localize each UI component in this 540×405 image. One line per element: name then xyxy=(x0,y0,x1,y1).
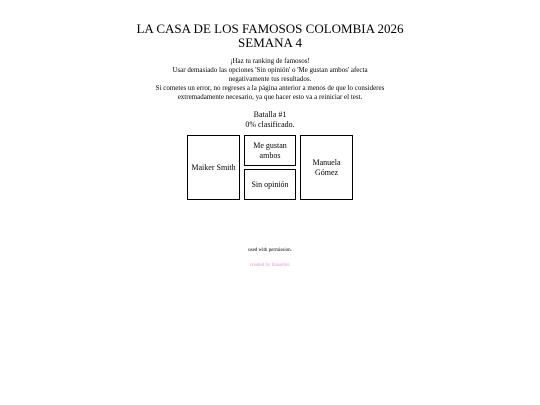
progress-text: 0% clasificado. xyxy=(245,120,295,129)
instruction-line: Si cometes un error, no regreses a la página anterior a menos de que lo consideres xyxy=(155,84,385,92)
instruction-line: negativamente tus resultados. xyxy=(228,75,312,83)
right-option-label-line1: Manuela xyxy=(312,157,341,167)
permission-note: used with permission. xyxy=(248,248,292,253)
right-option-label-line2: Gómez xyxy=(314,167,339,177)
no-opinion-label: Sin opinión xyxy=(251,179,289,189)
no-opinion-button[interactable] xyxy=(244,169,296,200)
page-subtitle: SEMANA 4 xyxy=(238,35,302,50)
instruction-line: ¡Haz tu ranking de famosos! xyxy=(230,57,310,65)
left-option-button[interactable] xyxy=(187,135,240,200)
instruction-line: Usar demasiado las opciones 'Sin opinión' o 'Me gustan ambos' afecta xyxy=(172,66,368,74)
page-title-main: LA CASA DE LOS FAMOSOS COLOMBIA 2026 xyxy=(136,21,404,36)
credit-link[interactable]: created by biasorter. xyxy=(249,263,291,268)
instructions xyxy=(0,57,540,102)
instruction-line: extremadamente necesario, ya que hacer esto va a reiniciar el test. xyxy=(177,93,363,101)
like-both-button[interactable] xyxy=(244,135,296,166)
like-both-label-line2: ambos xyxy=(259,150,281,160)
right-option-button[interactable] xyxy=(300,135,353,200)
battle-status xyxy=(0,110,540,130)
battle-number: Batalla #1 xyxy=(253,110,287,119)
like-both-label-line1: Me gustan xyxy=(253,140,287,150)
page-title xyxy=(0,22,540,50)
left-option-label: Maiker Smith xyxy=(191,162,236,172)
